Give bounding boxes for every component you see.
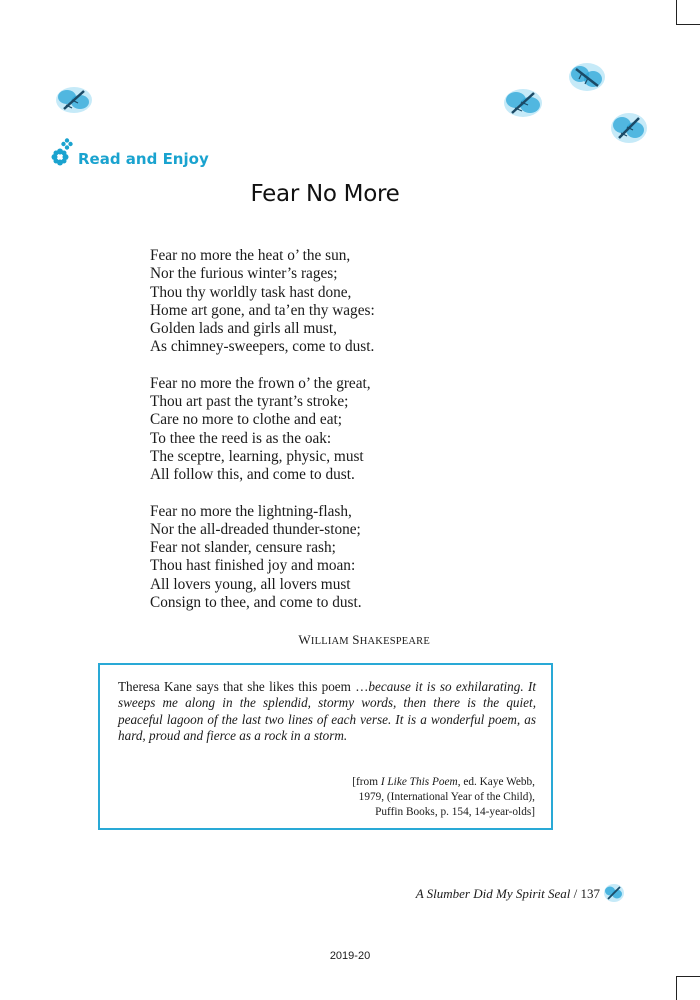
- author-initial: S: [352, 632, 360, 647]
- poem-line: All follow this, and come to dust.: [150, 466, 355, 484]
- footer-separator: /: [570, 886, 581, 901]
- poem-line: Home art gone, and ta’en thy wages:: [150, 301, 375, 319]
- poem-line: Nor the all-dreaded thunder-stone;: [150, 520, 361, 538]
- author-initial: W: [298, 632, 311, 647]
- poem-line: Consign to thee, and come to dust.: [150, 594, 362, 612]
- stanza: [150, 503, 375, 613]
- butterfly-icon: [565, 58, 609, 96]
- poem-line: Thou thy worldly task hast done,: [150, 283, 352, 301]
- quote-italic: because it is so exhilarating. It sweeps me along in the splendid, stormy words, then there is the quiet, peaceful lagoon of the last two lines of each verse. It is a wonderful poem, as hard, proud and fierce as a rock in a storm.: [118, 679, 536, 743]
- poem-line: The sceptre, learning, physic, must: [150, 447, 364, 465]
- quote-box: [98, 663, 553, 830]
- poem-line: All lovers young, all lovers must: [150, 575, 351, 593]
- crop-mark-bottom-vertical: [676, 976, 677, 1000]
- poem-title: Fear No More: [250, 181, 400, 207]
- chapter-title: A Slumber Did My Spirit Seal: [415, 886, 571, 901]
- source-book-title: I Like This Poem: [380, 776, 458, 788]
- poem-line: Fear no more the heat o’ the sun,: [150, 247, 351, 264]
- source-line: Puffin Books, p. 154, 14-year-olds]: [375, 806, 535, 818]
- poem-line: Fear no more the lightning-flash,: [150, 502, 352, 520]
- poem-line: Golden lads and girls all must,: [150, 320, 337, 338]
- crop-mark-top-horizontal: [676, 24, 700, 25]
- section-label-text: Read and Enjoy: [78, 150, 209, 168]
- section-label: [50, 137, 209, 167]
- poem-line: Thou hast finished joy and moan:: [150, 557, 356, 575]
- poem-body: [150, 247, 375, 630]
- butterfly-icon: [607, 108, 651, 148]
- source-line: [235, 775, 535, 790]
- quote-source: [235, 775, 535, 820]
- author-rest: HAKESPEARE: [359, 636, 430, 647]
- poem-line: As chimney-sweepers, come to dust.: [150, 338, 375, 356]
- poem-author: [200, 632, 430, 648]
- crop-mark-bottom-horizontal: [676, 976, 700, 977]
- poem-line: Fear not slander, censure rash;: [150, 539, 336, 557]
- poem-line: Fear no more the frown o’ the great,: [150, 374, 371, 392]
- poem-line: To thee the reed is as the oak:: [150, 429, 332, 447]
- butterfly-icon: [500, 84, 546, 122]
- quote-text: [118, 679, 536, 744]
- stanza: [150, 375, 375, 485]
- source-editor: , ed. Kaye Webb,: [457, 776, 535, 788]
- source-prefix: [from: [352, 776, 381, 788]
- crop-mark-top-vertical: [676, 0, 677, 24]
- year-code: 2019-20: [329, 950, 371, 962]
- butterfly-icon: [602, 881, 626, 905]
- source-line: 1979, (International Year of the Child),: [358, 791, 535, 803]
- flower-icon: [50, 137, 76, 167]
- author-rest: ILLIAM: [310, 636, 349, 647]
- stanza: [150, 247, 375, 357]
- butterfly-icon: [52, 82, 96, 118]
- poem-line: Nor the furious winter’s rages;: [150, 265, 338, 283]
- poem-line: Care no more to clothe and eat;: [150, 411, 342, 429]
- quote-lead: Theresa Kane says that she likes this poem …: [118, 679, 369, 694]
- page-footer: [416, 886, 600, 902]
- page-number: 137: [580, 886, 600, 901]
- poem-line: Thou art past the tyrant’s stroke;: [150, 393, 349, 411]
